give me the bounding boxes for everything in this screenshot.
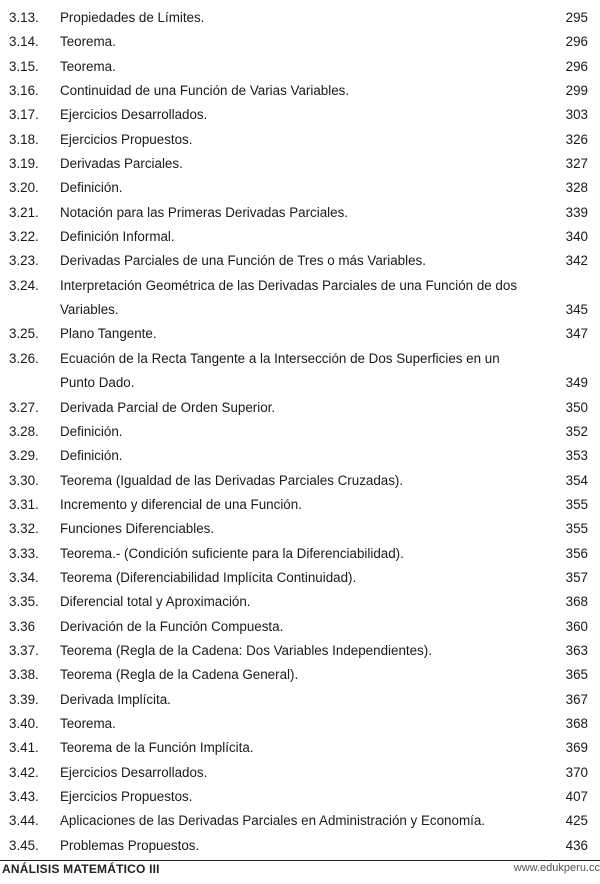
entry-number: 3.16.: [9, 83, 39, 99]
entry-page: 340: [565, 229, 588, 245]
toc-entry: [0, 785, 600, 809]
toc-entry: [0, 736, 600, 760]
entry-page: 357: [565, 569, 588, 585]
toc-entry: [0, 396, 600, 420]
entry-title: Ejercicios Propuestos.: [60, 131, 193, 147]
entry-title: Definición Informal.: [60, 229, 175, 245]
toc-entry: [0, 615, 600, 639]
entry-title: Aplicaciones de las Derivadas Parciales en Administración y Economía.: [60, 813, 485, 829]
toc-entry: [0, 30, 600, 54]
entry-page: 369: [565, 740, 588, 756]
website-label: www.edukperu.cc: [513, 862, 600, 874]
entry-number: 3.41.: [9, 740, 39, 756]
entry-number: 3.17.: [9, 107, 39, 123]
entry-number: 3.38.: [9, 667, 39, 683]
toc-entry: [0, 322, 600, 346]
entry-title: Continuidad de una Función de Varias Variables.: [60, 83, 350, 99]
entry-page: 363: [565, 642, 588, 658]
entry-title: Teorema (Diferenciabilidad Implícita Continuidad).: [60, 569, 357, 585]
entry-page: 353: [565, 448, 588, 464]
toc-entry: [0, 663, 600, 687]
entry-page: 356: [565, 545, 588, 561]
toc-entry: [0, 152, 600, 176]
toc-entry: [0, 347, 600, 396]
entry-title: Ejercicios Desarrollados.: [60, 764, 208, 780]
toc-entry: [0, 249, 600, 273]
entry-page: 352: [565, 423, 588, 439]
entry-page: 296: [565, 58, 588, 74]
entry-title: Interpretación Geométrica de las Derivadas Parciales de una Función de dos Variables.: [60, 277, 518, 318]
entry-number: 3.18.: [9, 131, 39, 147]
entry-title: Diferencial total y Aproximación.: [60, 594, 251, 610]
toc-entry: [0, 6, 600, 30]
entry-title: Incremento y diferencial de una Función.: [60, 496, 302, 512]
entry-page: 345: [565, 302, 588, 318]
entry-number: 3.44.: [9, 813, 39, 829]
entry-page: 296: [565, 34, 588, 50]
entry-number: 3.36: [9, 618, 36, 634]
entry-number: 3.30.: [9, 472, 39, 488]
entry-number: 3.39.: [9, 691, 39, 707]
entry-title: Derivadas Parciales.: [60, 156, 183, 172]
entry-page: 350: [565, 399, 588, 415]
entry-page: 370: [565, 764, 588, 780]
entry-title: Derivada Implícita.: [60, 691, 171, 707]
entry-number: 3.27.: [9, 399, 39, 415]
entry-title: Definición.: [60, 423, 123, 439]
entry-number: 3.42.: [9, 764, 39, 780]
entry-title: Teorema.: [60, 34, 116, 50]
entry-page: 295: [565, 10, 588, 25]
entry-title: Ejercicios Desarrollados.: [60, 107, 208, 123]
toc-entry: [0, 834, 600, 858]
entry-title: Derivación de la Función Compuesta.: [60, 618, 284, 634]
entry-number: 3.45.: [9, 837, 39, 853]
toc-entry: [0, 493, 600, 517]
entry-page: 299: [565, 83, 588, 99]
entry-title: Ejercicios Propuestos.: [60, 789, 193, 804]
entry-number: 3.28.: [9, 423, 39, 439]
entry-number: 3.23.: [9, 253, 39, 269]
entry-title: Teorema (Regla de la Cadena: Dos Variables Independientes).: [60, 642, 432, 658]
entry-title: Derivada Parcial de Orden Superior.: [60, 399, 276, 415]
entry-title: Teorema (Igualdad de las Derivadas Parciales Cruzadas).: [60, 472, 404, 488]
toc-entry: [0, 176, 600, 200]
toc-entry: [0, 809, 600, 833]
entry-number: 3.21.: [9, 204, 39, 220]
entry-title: Teorema (Regla de la Cadena General).: [60, 667, 299, 683]
toc-entry: [0, 103, 600, 127]
entry-title: Teorema de la Función Implícita.: [60, 740, 254, 756]
entry-title: Definición.: [60, 448, 123, 464]
toc-entry: [0, 566, 600, 590]
entry-number: 3.35.: [9, 594, 39, 610]
entry-title: Notación para las Primeras Derivadas Parciales.: [60, 204, 349, 220]
entry-page: 355: [565, 521, 588, 537]
entry-title: Ecuación de la Recta Tangente a la Intersección de Dos Superficies en un Punto Dado.: [60, 350, 500, 391]
toc-entry: [0, 761, 600, 785]
entry-number: 3.43.: [9, 789, 39, 804]
entry-page: 342: [565, 253, 588, 269]
entry-title: Definición.: [60, 180, 123, 196]
entry-page: 368: [565, 594, 588, 610]
toc-entry: [0, 79, 600, 103]
entry-page: 347: [565, 326, 588, 342]
toc-entry: [0, 420, 600, 444]
entry-number: 3.22.: [9, 229, 39, 245]
toc-entry: [0, 225, 600, 249]
toc-entry: [0, 469, 600, 493]
entry-number: 3.26.: [9, 350, 39, 366]
entry-number: 3.19.: [9, 156, 39, 172]
entry-number: 3.40.: [9, 715, 39, 731]
entry-number: 3.13.: [9, 10, 39, 25]
entry-page: 303: [565, 107, 588, 123]
entry-page: 436: [565, 837, 588, 853]
entry-number: 3.32.: [9, 521, 39, 537]
book-title: ANÁLISIS MATEMÁTICO III: [2, 862, 160, 876]
entry-number: 3.24.: [9, 277, 39, 293]
toc-entry: [0, 639, 600, 663]
toc-entry: [0, 55, 600, 79]
entry-title: Propiedades de Límites.: [60, 10, 205, 25]
toc-entry: [0, 274, 600, 323]
toc-entry: [0, 444, 600, 468]
entry-title: Teorema.- (Condición suficiente para la Diferenciabilidad).: [60, 545, 404, 561]
entry-page: 326: [565, 131, 588, 147]
entry-page: 425: [565, 813, 588, 829]
entry-number: 3.31.: [9, 496, 39, 512]
entry-number: 3.25.: [9, 326, 39, 342]
entry-number: 3.14.: [9, 34, 39, 50]
entry-page: 365: [565, 667, 588, 683]
toc-entry: [0, 128, 600, 152]
entry-page: 349: [565, 375, 588, 391]
toc-entry: [0, 542, 600, 566]
entry-page: 360: [565, 618, 588, 634]
toc-entry: [0, 201, 600, 225]
entry-number: 3.37.: [9, 642, 39, 658]
entry-page: 367: [565, 691, 588, 707]
footer-divider: [0, 860, 600, 861]
entry-page: 339: [565, 204, 588, 220]
entry-number: 3.33.: [9, 545, 39, 561]
entry-title: Teorema.: [60, 58, 116, 74]
entry-page: 407: [565, 789, 588, 804]
entry-page: 327: [565, 156, 588, 172]
entry-page: 355: [565, 496, 588, 512]
toc-entry: [0, 712, 600, 736]
entry-title: Plano Tangente.: [60, 326, 157, 342]
toc-entry: [0, 517, 600, 541]
entry-title: Problemas Propuestos.: [60, 837, 200, 853]
entry-title: Teorema.: [60, 715, 116, 731]
toc-entry: [0, 688, 600, 712]
entry-page: 368: [565, 715, 588, 731]
table-of-contents: [0, 6, 600, 858]
entry-number: 3.34.: [9, 569, 39, 585]
toc-entry: [0, 590, 600, 614]
entry-page: 328: [565, 180, 588, 196]
entry-number: 3.29.: [9, 448, 39, 464]
entry-number: 3.20.: [9, 180, 39, 196]
entry-page: 354: [565, 472, 588, 488]
entry-title: Derivadas Parciales de una Función de Tres o más Variables.: [60, 253, 426, 269]
entry-number: 3.15.: [9, 58, 39, 74]
entry-title: Funciones Diferenciables.: [60, 521, 215, 537]
